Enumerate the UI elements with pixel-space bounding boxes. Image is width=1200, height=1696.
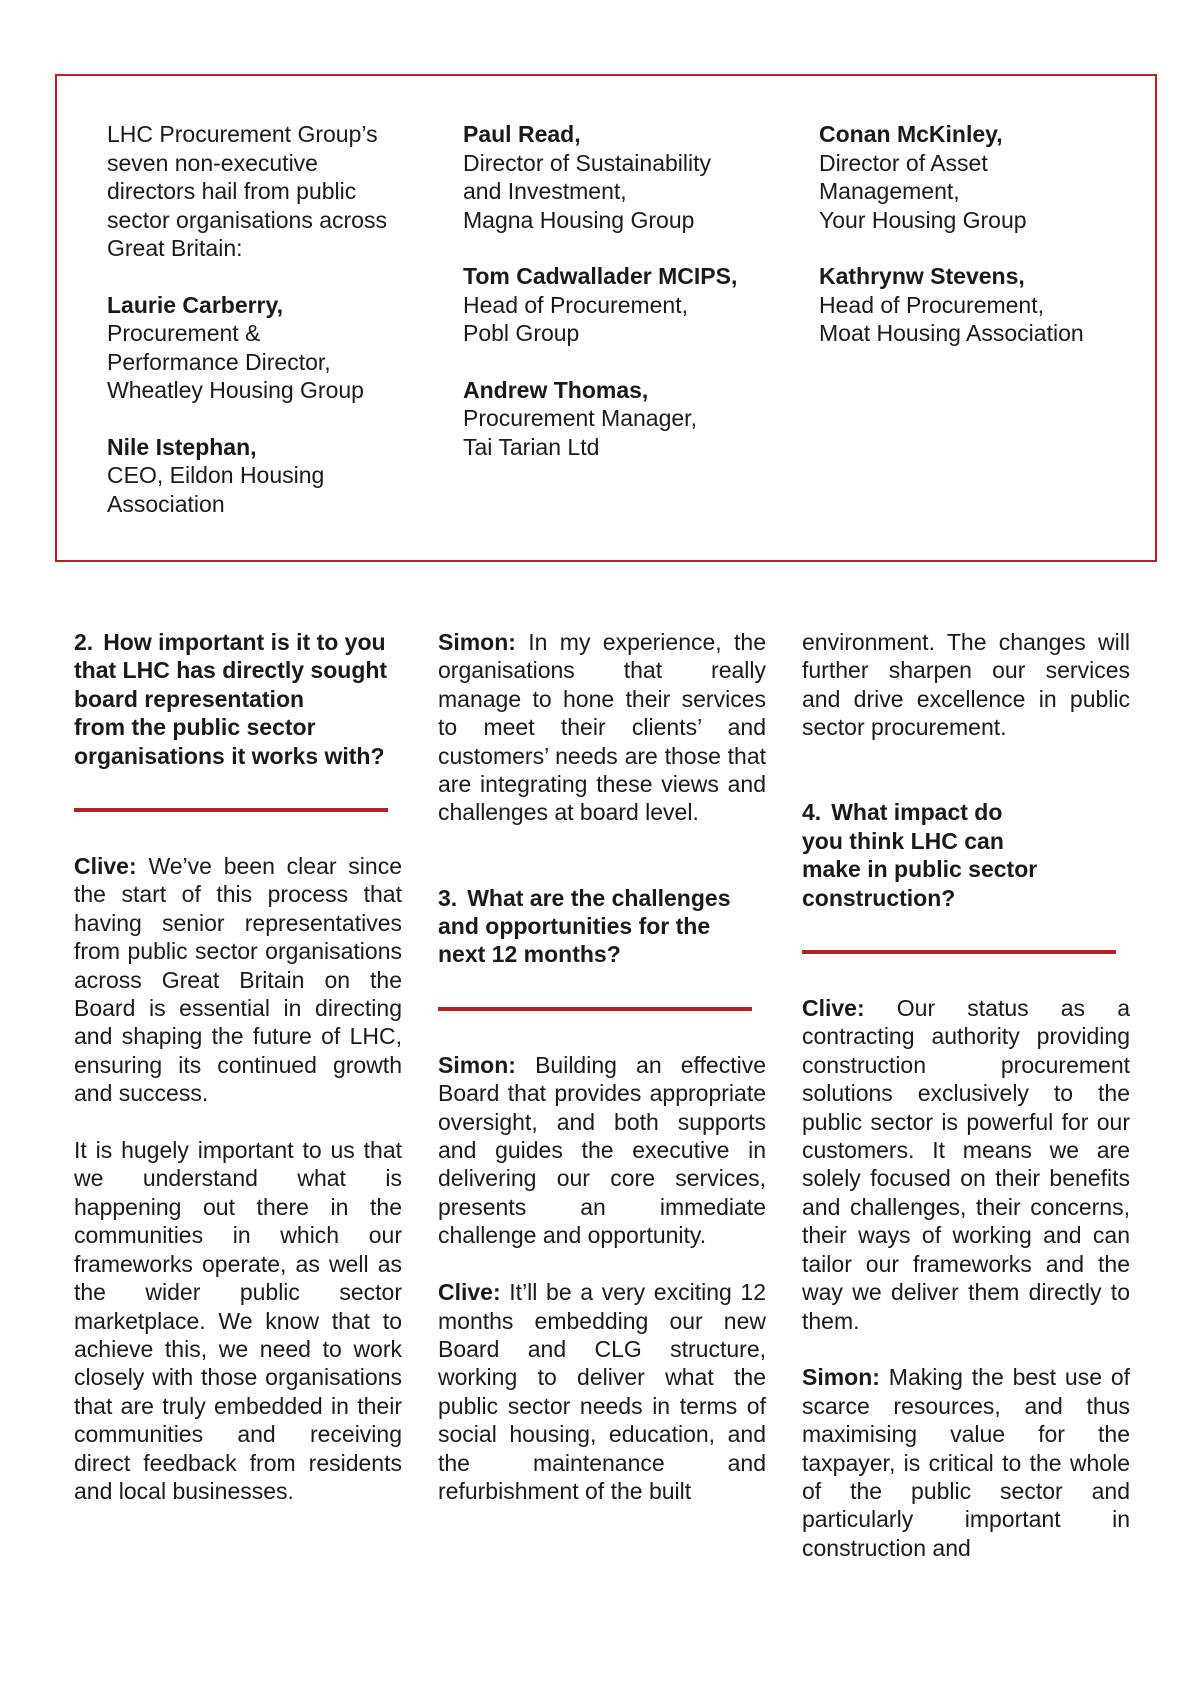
board-member: Kathrynw Stevens, Head of Procurement, Moat Housing Association — [819, 263, 1084, 346]
red-divider — [438, 1007, 752, 1011]
answer-paragraph: It is hugely important to us that we understand what is happening out there in the communities in which our frameworks operate, as well as the wider public sector marketplace. We know that to achieve this, we need to work closely with those organisations that are truly embedded in their communities and receiving direct feedback from residents and local businesses. — [74, 1137, 402, 1504]
member-name: Laurie Carberry, — [107, 291, 283, 318]
board-member: Laurie Carberry, Procurement & Performance Director, Wheatley Housing Group — [107, 291, 364, 403]
speaker-label: Simon: — [802, 1364, 880, 1391]
board-member: Andrew Thomas, Procurement Manager, Tai Tarian Ltd — [463, 376, 697, 460]
question-4-heading: 4. What impact do you think LHC can make in public sector construction? — [802, 799, 1038, 911]
answer-paragraph: Clive: Our status as a contracting authority providing construction procurement solutions exclusively to the public sector is powerful for our customers. It means we are solely focused on their benefits and challenges, their concerns, their ways of working and can tailor our frameworks and the way we deliver them directly to them. — [802, 995, 1130, 1334]
question-3-heading: 3. What are the challenges and opportunities for the next 12 months? — [438, 884, 731, 968]
answer-paragraph: Clive: It’ll be a very exciting 12 months embedding our new Board and CLG structure, working to deliver what the public sector needs in terms of social housing, education, and the maintenance and refurbishment of the built — [438, 1279, 767, 1504]
board-member: Conan McKinley, Director of Asset Management, Your Housing Group — [819, 121, 1027, 233]
board-column-3 — [819, 120, 1084, 376]
speaker-label: Clive: — [74, 853, 137, 880]
board-member: Nile Istephan, CEO, Eildon Housing Association — [107, 433, 325, 517]
member-name: Conan McKinley, — [819, 121, 1003, 147]
member-name: Nile Istephan, — [107, 433, 257, 460]
board-column-2 — [463, 120, 737, 489]
question-2-heading: 2. How important is it to you that LHC has directly sought board representation from the public sector organisations it works with? — [74, 629, 388, 769]
board-member: Tom Cadwallader MCIPS, Head of Procurement, Pobl Group — [463, 263, 738, 346]
speaker-label: Simon: — [438, 1051, 516, 1078]
article-column-2 — [438, 628, 766, 1505]
board-column-1 — [107, 120, 387, 546]
member-name: Andrew Thomas, — [463, 376, 649, 403]
answer-paragraph: Simon: Building an effective Board that provides appropriate oversight, and both supports and guides the executive in delivering our core services, presents an immediate challenge and opportunity. — [438, 1051, 766, 1249]
board-member: Paul Read, Director of Sustainability and Investment, Magna Housing Group — [463, 121, 711, 233]
member-name: Paul Read, — [463, 121, 581, 147]
member-name: Tom Cadwallader MCIPS, — [463, 263, 738, 289]
speaker-label: Simon: — [438, 629, 516, 655]
answer-paragraph-continued: environment. The changes will further sharpen our services and drive excellence in public sector procurement. — [802, 629, 1130, 741]
answer-paragraph: Simon: In my experience, the organisations that really manage to hone their services to meet their clients’ and customers’ needs are those that are integrating these views and challenges at board level. — [438, 629, 766, 826]
speaker-label: Clive: — [438, 1279, 501, 1306]
speaker-label: Clive: — [802, 995, 865, 1022]
article-column-1 — [74, 628, 402, 1505]
red-divider — [74, 808, 388, 812]
board-members-box — [55, 74, 1157, 562]
red-divider — [802, 950, 1116, 954]
article-column-3 — [802, 628, 1130, 1562]
member-name: Kathrynw Stevens, — [819, 263, 1025, 289]
board-intro: LHC Procurement Group’s seven non-executive directors hail from public sector organisations across Great Britain: — [107, 121, 387, 261]
answer-paragraph: Simon: Making the best use of scarce resources, and thus maximising value for the taxpayer, is critical to the whole of the public sector and particularly important in construction and — [802, 1364, 1130, 1561]
answer-paragraph: Clive: We’ve been clear since the start of this process that having senior representatives from public sector organisations across Great Britain on the Board is essential in directing and shaping the future of LHC, ensuring its continued growth and success. — [74, 853, 402, 1107]
